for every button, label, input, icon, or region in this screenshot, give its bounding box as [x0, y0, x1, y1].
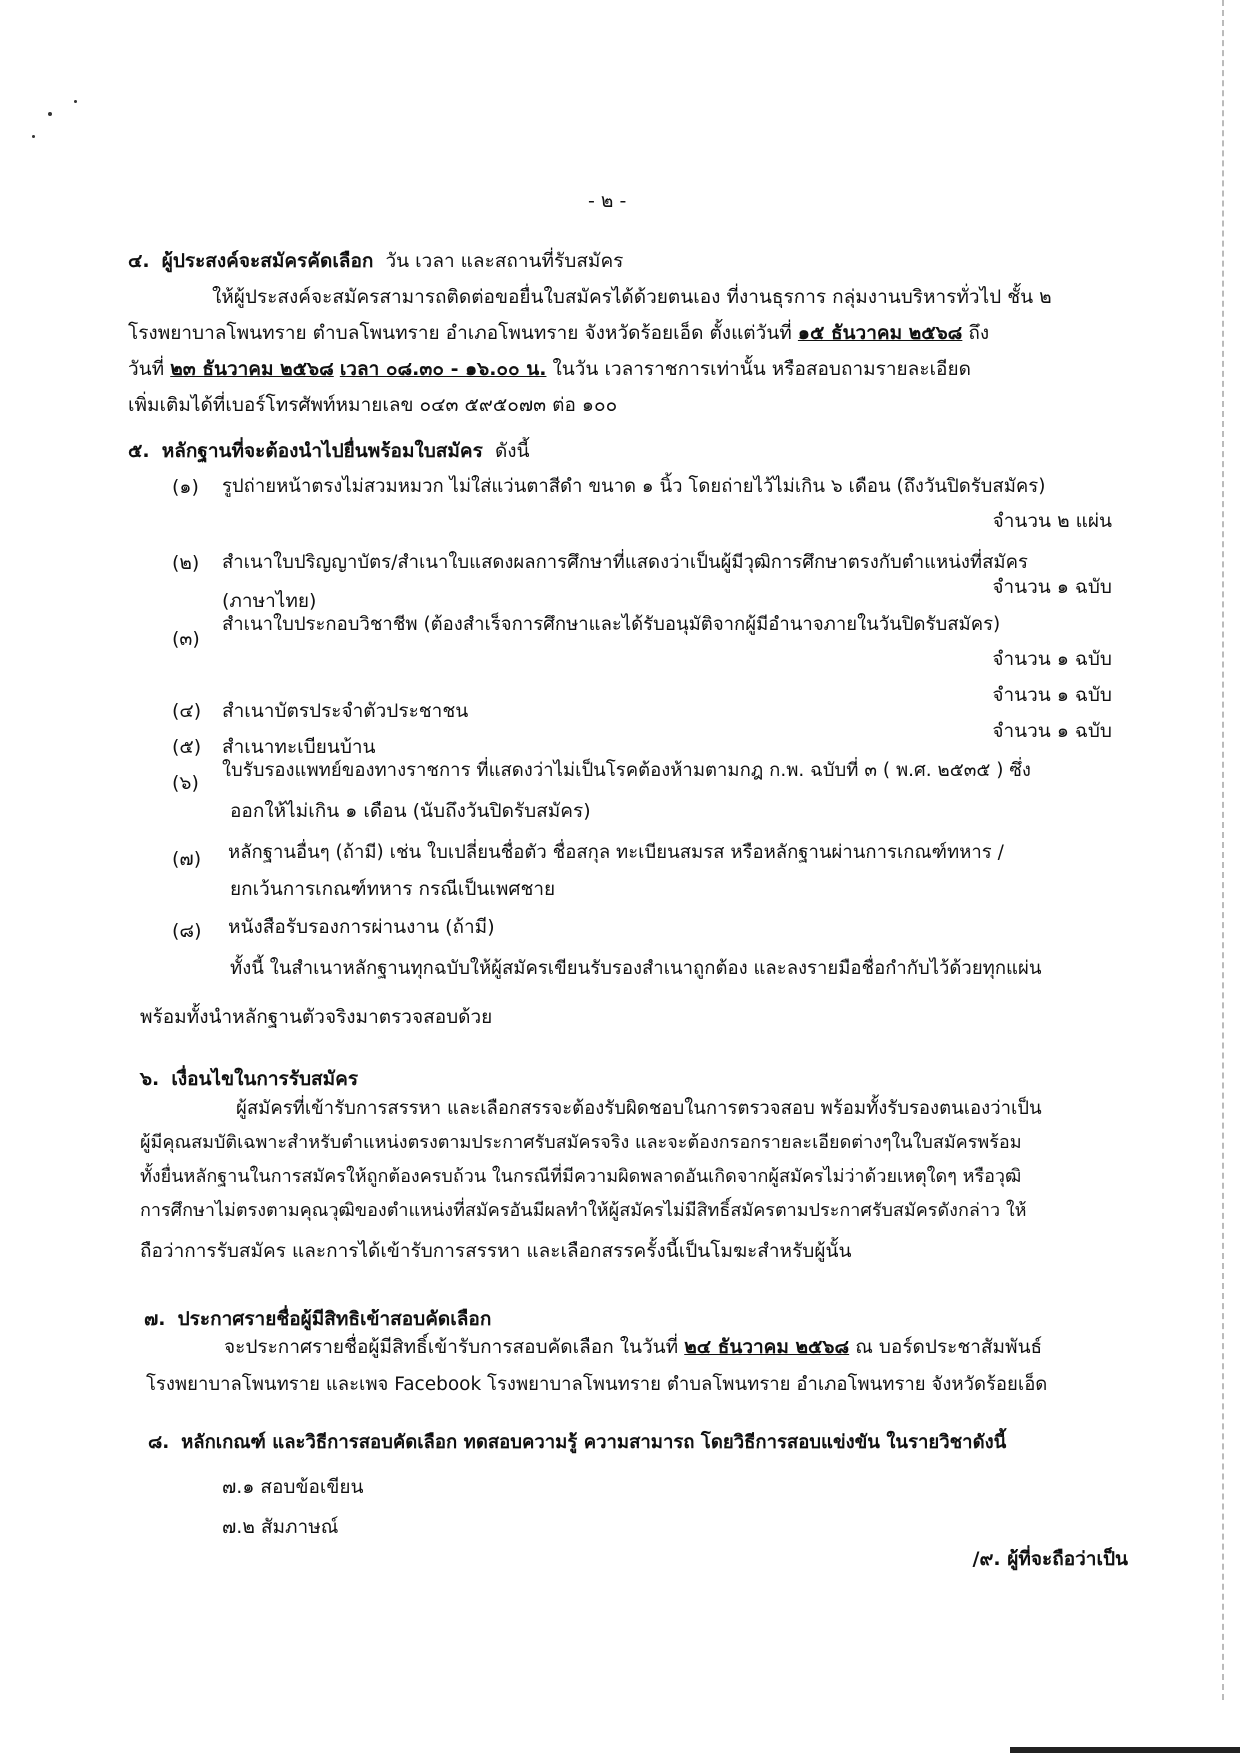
doc-item-2-num: (๒): [172, 552, 200, 574]
section-4-line-1: ให้ผู้ประสงค์จะสมัครสามารถติดต่อขอยื่นใบสมัครได้ด้วยตนเอง ที่งานธุรการ กลุ่มงานบริหารทั่วไป ชั้น ๒: [212, 286, 1052, 308]
doc-item-4-text: สำเนาบัตรประจำตัวประชาชน: [222, 700, 469, 722]
doc-item-6-text-2: ออกให้ไม่เกิน ๑ เดือน (นับถึงวันปิดรับสมัคร): [230, 800, 591, 822]
section-6-heading: [140, 1068, 358, 1091]
section-7-title: ประกาศรายชื่อผู้มีสิทธิเข้าสอบคัดเลือก: [177, 1308, 492, 1330]
doc-item-2-qty: จำนวน ๑ ฉบับ: [992, 576, 1112, 598]
doc-item-4-num: (๔): [172, 700, 202, 722]
section-8-item-2: ๗.๒ สัมภาษณ์: [222, 1516, 339, 1538]
doc-item-8-num: (๘): [172, 920, 202, 942]
section-6-title: เงื่อนไขในการรับสมัคร: [171, 1068, 359, 1090]
scan-speck: [74, 100, 77, 103]
section-8-number: ๘.: [148, 1432, 170, 1453]
scan-speck: [32, 135, 35, 138]
section-5-number: ๕.: [128, 440, 150, 462]
section-7-number: ๗.: [144, 1308, 166, 1330]
doc-item-5-qty: จำนวน ๑ ฉบับ: [992, 720, 1112, 742]
scan-bottom-bar: [1010, 1747, 1240, 1753]
doc-item-1-num: (๑): [172, 476, 199, 498]
section-5-title: หลักฐานที่จะต้องนำไปยื่นพร้อมใบสมัคร: [161, 440, 483, 462]
doc-item-6-text: ใบรับรองแพทย์ของทางราชการ ที่แสดงว่าไม่เป็นโรคต้องห้ามตามกฎ ก.พ. ฉบับที่ ๓ ( พ.ศ. ๒๕๓๕ ) ซึ่ง: [222, 760, 1031, 781]
doc-item-7-num: (๗): [172, 848, 202, 870]
section-7-line-1-rest: ณ บอร์ดประชาสัมพันธ์: [855, 1336, 1043, 1358]
doc-item-7-text: หลักฐานอื่นๆ (ถ้ามี) เช่น ใบเปลี่ยนชื่อตัว ชื่อสกุล ทะเบียนสมรส หรือหลักฐานผ่านการเกณฑ์ทหาร /: [228, 842, 1004, 863]
section-8-item-1: ๗.๑ สอบข้อเขียน: [222, 1476, 364, 1498]
section-4-heading: [128, 250, 623, 273]
doc-item-2-text: สำเนาใบปริญญาบัตร/สำเนาใบแสดงผลการศึกษาที่แสดงว่าเป็นผู้มีวุฒิการศึกษาตรงกับตำแหน่งที่สมัคร: [222, 552, 1028, 573]
section-4-line-3: [128, 358, 971, 381]
doc-item-3-qty: จำนวน ๑ ฉบับ: [992, 648, 1112, 670]
section-7-announce-date: ๒๔ ธันวาคม ๒๕๖๘: [684, 1336, 850, 1358]
doc-item-3-num: (๓): [172, 628, 200, 650]
section-4-time: เวลา ๐๘.๓๐ - ๑๖.๐๐ น.: [339, 358, 547, 380]
section-4-start-date: ๑๕ ธันวาคม ๒๕๖๘: [797, 322, 963, 344]
section-7-heading: [144, 1308, 491, 1331]
scan-speck: [48, 112, 52, 116]
section-8-title: หลักเกณฑ์ และวิธีการสอบคัดเลือก ทดสอบความรู้ ความสามารถ โดยวิธีการสอบแข่งขัน ในรายวิชาดังนี้: [181, 1432, 1007, 1453]
section-4-line-3-text: วันที่: [128, 358, 165, 380]
section-6-number: ๖.: [140, 1068, 160, 1090]
page-number: - ๒ -: [588, 190, 627, 212]
section-4-number: ๔.: [128, 250, 150, 272]
section-6-line-2: ผู้มีคุณสมบัติเฉพาะสำหรับตำแหน่งตรงตามประกาศรับสมัครจริง และจะต้องกรอกรายละเอียดต่างๆในใบสมัครพร้อม: [140, 1132, 1022, 1153]
doc-item-5-num: (๕): [172, 736, 202, 758]
section-4-line-2: [128, 322, 989, 345]
section-6-line-5: ถือว่าการรับสมัคร และการได้เข้ารับการสรรหา และเลือกสรรครั้งนี้เป็นโมฆะสำหรับผู้นั้น: [140, 1240, 852, 1262]
doc-item-5-text: สำเนาทะเบียนบ้าน: [222, 736, 376, 758]
section-4-line-2-text: โรงพยาบาลโพนทราย ตำบลโพนทราย อำเภอโพนทราย จังหวัดร้อยเอ็ด ตั้งแต่วันที่: [128, 322, 792, 344]
section-4-end-date: ๒๓ ธันวาคม ๒๕๖๘: [170, 358, 334, 380]
section-8-heading: [148, 1432, 1006, 1454]
section-4-line-3-rest: ในวัน เวลาราชการเท่านั้น หรือสอบถามรายละเอียด: [552, 358, 971, 380]
section-4-line-2-end: ถึง: [968, 322, 990, 344]
section-6-line-3: ทั้งยื่นหลักฐานในการสมัครให้ถูกต้องครบถ้วน ในกรณีที่มีความผิดพลาดอันเกิดจากผู้สมัครไม่ว่าด้วยเหตุใดๆ หรือวุฒิ: [140, 1166, 1022, 1187]
scan-edge-line: [1222, 0, 1224, 1700]
section-5-note-2: พร้อมทั้งนำหลักฐานตัวจริงมาตรวจสอบด้วย: [140, 1006, 493, 1028]
section-7-line-1-text: จะประกาศรายชื่อผู้มีสิทธิ์เข้ารับการสอบคัดเลือก ในวันที่: [224, 1336, 679, 1358]
section-5-title-rest: ดังนี้: [494, 440, 530, 462]
section-7-line-1: [224, 1336, 1042, 1359]
doc-item-6-num: (๖): [172, 772, 199, 794]
section-7-line-2: โรงพยาบาลโพนทราย และเพจ Facebook โรงพยาบาลโพนทราย ตำบลโพนทราย อำเภอโพนทราย จังหวัดร้อยเอ็ด: [146, 1374, 1048, 1395]
section-6-line-4: การศึกษาไม่ตรงตามคุณวุฒิของตำแหน่งที่สมัครอันมีผลทำให้ผู้สมัครไม่มีสิทธิ์สมัครตามประกาศรับสมัครดังกล่าว ให้: [140, 1200, 1027, 1221]
section-6-line-1: ผู้สมัครที่เข้ารับการสรรหา และเลือกสรรจะต้องรับผิดชอบในการตรวจสอบ พร้อมทั้งรับรองตนเองว่าเป็น: [236, 1098, 1042, 1119]
section-4-title-rest: วัน เวลา และสถานที่รับสมัคร: [385, 250, 624, 272]
doc-item-3-text: สำเนาใบประกอบวิชาชีพ (ต้องสำเร็จการศึกษาและได้รับอนุมัติจากผู้มีอำนาจภายในวันปิดรับสมัคร): [222, 614, 1001, 635]
continuation-marker: /๙. ผู้ที่จะถือว่าเป็น: [972, 1548, 1128, 1570]
section-4-line-4: เพิ่มเติมได้ที่เบอร์โทรศัพท์หมายเลข ๐๔๓ ๕๙๕๐๗๓ ต่อ ๑๐๐: [128, 394, 618, 416]
section-5-heading: [128, 440, 530, 463]
section-5-note-1: ทั้งนี้ ในสำเนาหลักฐานทุกฉบับให้ผู้สมัครเขียนรับรองสำเนาถูกต้อง และลงรายมือชื่อกำกับไว้ด้วยทุกแผ่น: [230, 958, 1042, 979]
section-4-title: ผู้ประสงค์จะสมัครคัดเลือก: [161, 250, 374, 272]
doc-item-7-text-2: ยกเว้นการเกณฑ์ทหาร กรณีเป็นเพศชาย: [230, 878, 556, 900]
doc-item-1-qty: จำนวน ๒ แผ่น: [992, 510, 1112, 532]
doc-item-2-text-2: (ภาษาไทย): [222, 590, 317, 612]
doc-item-1-text: รูปถ่ายหน้าตรงไม่สวมหมวก ไม่ใส่แว่นตาสีดำ ขนาด ๑ นิ้ว โดยถ่ายไว้ไม่เกิน ๖ เดือน (ถึงวันปิดรับสมัคร): [222, 476, 1046, 497]
doc-item-4-qty: จำนวน ๑ ฉบับ: [992, 684, 1112, 706]
doc-item-8-text: หนังสือรับรองการผ่านงาน (ถ้ามี): [228, 916, 495, 938]
